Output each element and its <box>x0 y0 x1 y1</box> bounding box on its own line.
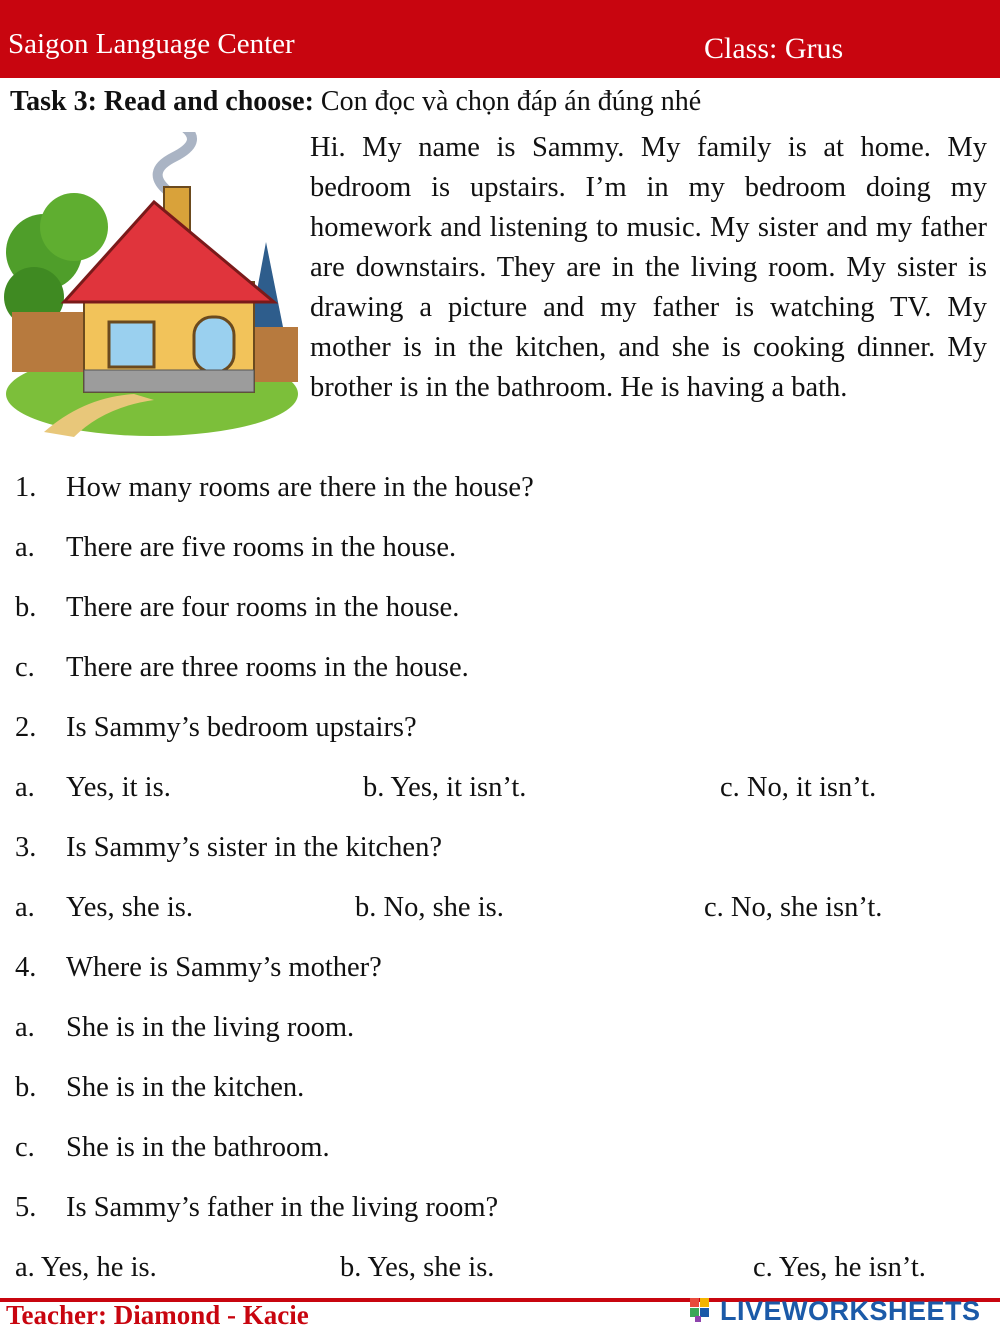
option-letter: b. <box>15 592 37 623</box>
option-4b[interactable] <box>15 1072 304 1104</box>
brand-text: LIVEWORKSHEETS <box>720 1295 981 1326</box>
option-letter: c. <box>15 1132 35 1163</box>
option-3a[interactable] <box>15 892 193 924</box>
option-2c[interactable]: c. No, it isn’t. <box>720 772 877 803</box>
task-instruction: Con đọc và chọn đáp án đúng nhé <box>313 86 702 117</box>
task-heading <box>10 86 701 118</box>
option-4a[interactable] <box>15 1012 354 1044</box>
question-2 <box>15 712 417 744</box>
option-text: She is in the bathroom. <box>66 1132 330 1163</box>
option-text: There are five rooms in the house. <box>66 532 457 563</box>
option-5c[interactable]: c. Yes, he isn’t. <box>753 1252 926 1283</box>
option-3c[interactable]: c. No, she isn’t. <box>704 892 883 923</box>
question-1 <box>15 472 534 504</box>
option-2b[interactable]: b. Yes, it isn’t. <box>363 772 527 803</box>
house-illustration <box>4 132 300 438</box>
question-text: Where is Sammy’s mother? <box>66 952 382 983</box>
option-3b[interactable]: b. No, she is. <box>355 892 504 923</box>
school-name: Saigon Language Center <box>8 28 295 60</box>
option-text: Yes, it is. <box>66 772 171 803</box>
option-letter: a. <box>15 772 35 803</box>
question-4 <box>15 952 382 984</box>
option-letter: b. <box>15 1072 37 1103</box>
option-text: There are four rooms in the house. <box>66 592 460 623</box>
liveworksheets-logo-icon <box>690 1298 716 1324</box>
option-letter: a. <box>15 892 35 923</box>
option-5a[interactable]: a. Yes, he is. <box>15 1252 157 1283</box>
option-1c[interactable] <box>15 652 469 684</box>
reading-passage: Hi. My name is Sammy. My family is at home. My bedroom is upstairs. I’m in my bedroom doing my homework and listening to music. My sister and my father are downstairs. They are in the living room. My sister is drawing a picture and my father is watching TV. My mother is in the kitchen, and she is cooking dinner. My brother is in the bathroom. He is having a bath. <box>310 132 987 403</box>
question-3 <box>15 832 442 864</box>
question-text: Is Sammy’s sister in the kitchen? <box>66 832 442 863</box>
option-5b[interactable]: b. Yes, she is. <box>340 1252 495 1283</box>
option-text: She is in the kitchen. <box>66 1072 305 1103</box>
option-1a[interactable] <box>15 532 456 564</box>
question-number: 4. <box>15 952 37 983</box>
class-label: Class: Grus <box>704 32 844 65</box>
teacher-name: Teacher: Diamond - Kacie <box>6 1300 309 1330</box>
header-bar <box>0 0 1000 78</box>
option-text: Yes, she is. <box>66 892 193 923</box>
question-number: 5. <box>15 1192 37 1223</box>
option-1b[interactable] <box>15 592 459 624</box>
question-number: 2. <box>15 712 37 743</box>
question-text: Is Sammy’s bedroom upstairs? <box>66 712 417 743</box>
option-text: There are three rooms in the house. <box>66 652 469 683</box>
option-2a[interactable] <box>15 772 171 804</box>
option-letter: a. <box>15 532 35 563</box>
question-number: 3. <box>15 832 37 863</box>
question-5 <box>15 1192 498 1224</box>
option-text: She is in the living room. <box>66 1012 355 1043</box>
option-letter: c. <box>15 652 35 683</box>
task-title: Task 3: Read and choose: <box>10 86 314 117</box>
option-4c[interactable] <box>15 1132 330 1164</box>
question-text: How many rooms are there in the house? <box>66 472 534 503</box>
liveworksheets-brand[interactable] <box>690 1292 981 1330</box>
question-text: Is Sammy’s father in the living room? <box>66 1192 499 1223</box>
question-number: 1. <box>15 472 37 503</box>
option-letter: a. <box>15 1012 35 1043</box>
